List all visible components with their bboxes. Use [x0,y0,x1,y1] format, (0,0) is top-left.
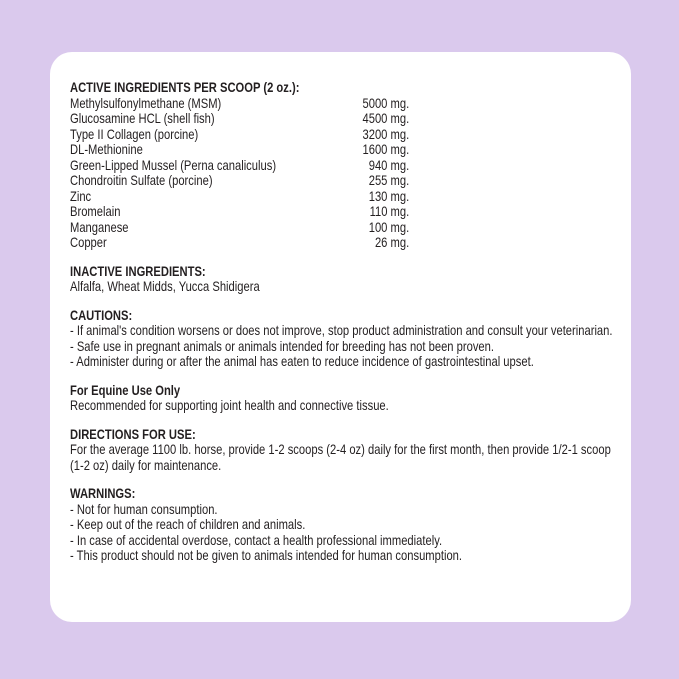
directions-header: DIRECTIONS FOR USE: [70,425,196,442]
ingredient-row [70,235,409,251]
warning-item: - Not for human consumption. [70,500,218,517]
warning-item: - In case of accidental overdose, contact a health professional immediately. [70,531,443,548]
ingredient-name: Copper [70,234,107,250]
equine-use-header: For Equine Use Only [70,381,181,398]
ingredient-amount: 100 mg. [368,218,410,235]
cautions-section [70,308,617,370]
inactive-ingredients-text: Alfalfa, Wheat Midds, Yucca Shidigera [70,278,260,294]
equine-use-section [70,383,617,414]
directions-section [70,427,617,474]
caution-item: - Safe use in pregnant animals or animals intended for breeding has not been proven. [70,337,495,354]
ingredient-amount: 940 mg. [368,156,410,173]
ingredient-row [70,142,409,158]
cautions-header: CAUTIONS: [70,306,133,323]
active-ingredients-header: ACTIVE INGREDIENTS PER SCOOP (2 oz.): [70,79,300,95]
ingredient-name: Glucosamine HCL (shell fish) [70,110,215,126]
warning-item: - This product should not be given to animals intended for human consumption. [70,547,463,563]
warnings-section [70,486,617,564]
ingredient-row [70,220,409,236]
ingredient-name: Methylsulfonylmethane (MSM) [70,94,222,111]
ingredient-row [70,204,409,220]
ingredient-name: Zinc [70,187,92,204]
inactive-ingredients-header: INACTIVE INGREDIENTS: [70,262,206,279]
caution-item: - Administer during or after the animal has eaten to reduce incidence of gastrointestinal upset. [70,353,534,369]
ingredient-amount: 255 mg. [368,172,410,188]
equine-use-text: Recommended for supporting joint health and connective tissue. [70,397,389,413]
ingredient-amount: 3200 mg. [362,125,410,142]
ingredient-name: Type II Collagen (porcine) [70,125,199,142]
ingredient-amount: 4500 mg. [362,110,410,126]
ingredient-row [70,96,409,112]
ingredient-amount: 26 mg. [374,234,410,250]
ingredient-amount: 5000 mg. [362,94,410,111]
warnings-header: WARNINGS: [70,485,136,501]
ingredient-row [70,173,409,189]
ingredient-name: Manganese [70,218,129,235]
caution-item: - If animal's condition worsens or does not improve, stop product administration and consult your veterinarian. [70,322,613,338]
ingredient-row [70,111,409,127]
ingredient-name: Chondroitin Sulfate (porcine) [70,172,213,188]
label-content [70,80,617,564]
ingredient-name: Bromelain [70,203,121,219]
ingredient-row [70,158,409,174]
active-ingredients-table [70,96,409,251]
warning-item: - Keep out of the reach of children and animals. [70,516,306,532]
ingredient-amount: 130 mg. [368,187,410,204]
ingredient-row [70,189,409,205]
ingredient-amount: 110 mg. [369,203,410,219]
directions-text: For the average 1100 lb. horse, provide 1-2 scoops (2-4 oz) daily for the first month, then provide 1/2-1 scoop (1-2 oz) daily for maintenance. [70,441,611,473]
inactive-ingredients-section [70,264,617,295]
label-card [50,52,631,622]
ingredient-name: Green-Lipped Mussel (Perna canaliculus) [70,156,277,173]
ingredient-amount: 1600 mg. [362,141,410,157]
ingredient-row [70,127,409,143]
ingredient-name: DL-Methionine [70,141,143,157]
active-ingredients-section [70,80,617,251]
